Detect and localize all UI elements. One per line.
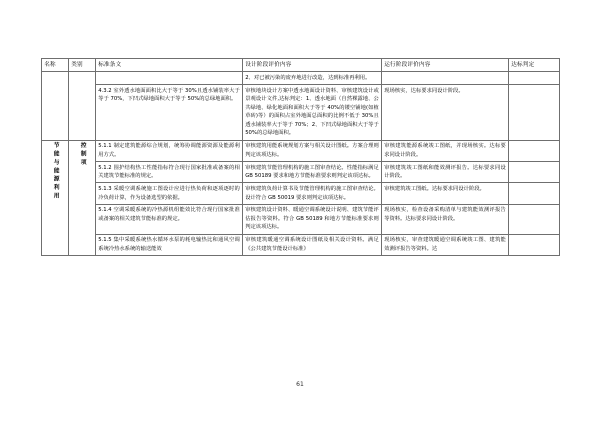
clause-clip: [98, 236, 240, 253]
column-header-operation-stage: 运行阶段评价内容: [382, 59, 509, 72]
page-number: 61: [296, 381, 304, 388]
table-row: [42, 85, 560, 141]
section-category-wrap: [71, 142, 93, 167]
compliance-cell: [509, 183, 560, 204]
compliance-cell: [509, 234, 560, 255]
clause-text: 5.1.3 采暖空调系统施工图设计应进行热负荷和逐项逐时的冷负荷计算，作为设备选型的依据。: [98, 185, 240, 201]
clause-cell: [96, 183, 243, 204]
clause-cell: [96, 204, 243, 234]
table-body: [42, 72, 560, 256]
operation-stage-text: 审核建筑竣工图纸和能效测评报告。达标要求同设计阶段。: [384, 164, 506, 180]
clause-text: 5.1.5 集中采暖系统热水循环水泵的耗电输热比和通风空调系统冷热水系统的输送能效: [98, 237, 240, 252]
operation-stage-text: 审核建筑能源系统竣工图纸，并现场核实。达标要求同设计阶段。: [384, 143, 506, 158]
design-stage-text: 审核建筑节能管理机构的施工图审查结论。性能指标满足 GB 50189 要求和地方节能标准要求则判定该项达标。: [245, 164, 379, 180]
design-stage-text: 审核建筑暖通空调系统设计图纸及相关设计资料。满足《公共建筑节能设计标准》: [245, 237, 379, 252]
compliance-cell: [509, 85, 560, 141]
column-header-compliance: 达标判定: [509, 59, 560, 72]
clause-text: 5.1.1 制定建筑能源综合规划，统筹协调能源资源及能源利用方式。: [98, 143, 240, 158]
page-bottom-mask: [0, 366, 600, 378]
design-stage-text: 审核建筑设计资料、暖通空调系统设计说明、建筑节能评估报告等资料。符合 GB 50189 和地方节能标准要求则判定该项达标。: [245, 207, 379, 231]
operation-stage-cell: [382, 85, 509, 141]
operation-stage-cell: [382, 162, 509, 183]
clause-text: 4.3.2 室外透水地面面积比大于等于 30%且透水铺装率大于等于 70%，下凹式绿地面积大于等于 50%的总绿地面积。: [98, 87, 240, 103]
column-header-clause: 标准条文: [96, 59, 243, 72]
table-row: [42, 140, 560, 161]
operation-stage-text: 审核建筑竣工图纸。达标要求同设计阶段。: [384, 185, 485, 192]
design-stage-cell: [243, 204, 382, 234]
design-stage-text: 审核建筑负荷计算书及节能管理机构的施工图审查结论。设计符合 GB 50019 要求则判定该项达标。: [245, 185, 379, 201]
design-stage-cell: [243, 183, 382, 204]
compliance-cell: [509, 72, 560, 85]
table-row: [42, 72, 560, 85]
design-stage-cell: [243, 85, 382, 141]
section-name-cell-continued: [42, 72, 69, 140]
table-row: [42, 183, 560, 204]
design-stage-cell: [243, 140, 382, 161]
clause-text: 5.1.4 空调采暖系统的冷热源机组能效比符合现行国家批准或备案的相关建筑节能标准的规定。: [98, 207, 240, 222]
section-name-label: 节能与能源利用: [52, 142, 59, 202]
design-stage-clip: [245, 236, 379, 253]
section-category-cell-control: [69, 140, 96, 255]
table-header-row: [42, 59, 560, 72]
column-header-design-stage: 设计阶段评价内容: [243, 59, 382, 72]
column-header-category: 类别: [69, 59, 96, 72]
operation-stage-cell: [382, 140, 509, 161]
operation-stage-cell: [382, 234, 509, 255]
clause-text: 5.1.2 围护结构热工性能指标符合现行国家批准或备案的相关建筑节能标准的规定。: [98, 164, 240, 180]
section-category-cell-continued: [69, 72, 96, 140]
section-name-wrap: [44, 142, 66, 201]
operation-stage-text: 现场核实，达标要求同设计阶段。: [384, 87, 464, 94]
design-stage-text: 审核建筑用能系统规划方案与相关设计图纸。方案合理则判定该项达标。: [245, 143, 379, 158]
evaluation-table: [41, 58, 560, 256]
table-header: [42, 59, 560, 72]
table-row: [42, 162, 560, 183]
design-stage-cell: [243, 72, 382, 85]
design-stage-text: 审核地块设计方案中透水地面设计资料、审核建筑设计或景观设计文件,达标判定：1、透水地面（自然裸露地、公共绿地、绿化地面和面积大于等于 40%的镂空铺地(如植草砖)等）的面积占室外地面总面积的比例不低于 30%且透水铺装率大于等于 70%；2、下凹式绿地面积大于等于 50%的总绿地面积。: [245, 87, 379, 137]
compliance-cell: [509, 162, 560, 183]
clause-cell: [96, 234, 243, 255]
operation-stage-cell: [382, 204, 509, 234]
column-header-name: 名称: [42, 59, 69, 72]
design-stage-cell: [243, 162, 382, 183]
operation-stage-text: 现场核实，检查设备采购清单与建筑能效测评报告等资料。达标要求同设计阶段。: [384, 207, 506, 222]
compliance-cell: [509, 204, 560, 234]
operation-stage-text: 现场核实，审查建筑暖通空调系统竣工图、建筑能效测评报告等资料。达: [384, 237, 506, 252]
operation-stage-cell: [382, 183, 509, 204]
clause-cell: [96, 72, 243, 85]
design-stage-cell: [243, 234, 382, 255]
table-row: [42, 204, 560, 234]
clause-cell: [96, 85, 243, 141]
section-name-cell-energy: [42, 140, 69, 255]
table-container: [41, 58, 559, 256]
design-stage-text: 2、对已被污染的废弃地进行改造，达到标准再利用。: [245, 74, 371, 81]
section-category-label: 控制项: [79, 142, 86, 168]
clause-cell: [96, 162, 243, 183]
operation-stage-cell: [382, 72, 509, 85]
operation-stage-clip: [384, 236, 506, 253]
clause-cell: [96, 140, 243, 161]
compliance-cell: [509, 140, 560, 161]
table-row: [42, 234, 560, 255]
